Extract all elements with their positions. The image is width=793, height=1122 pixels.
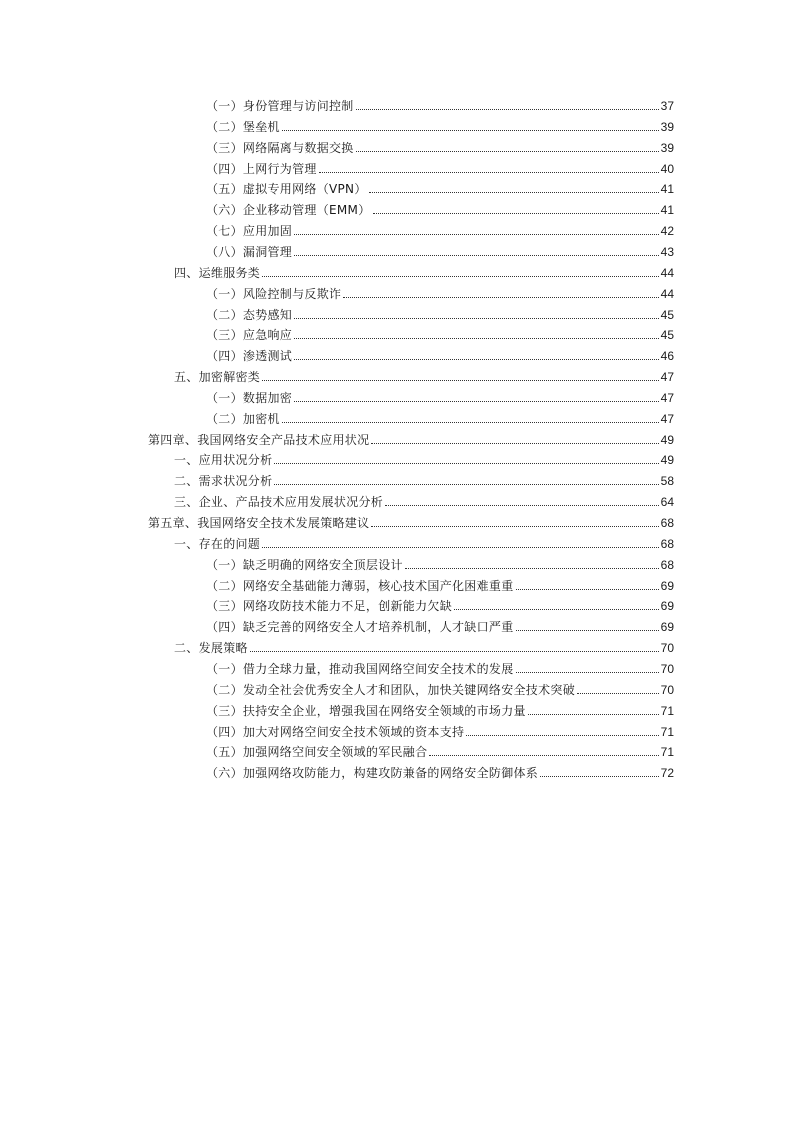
dot-leader: [250, 651, 659, 652]
dot-leader: [466, 735, 658, 736]
toc-entry-title: （一）身份管理与访问控制: [206, 99, 354, 113]
toc-entry-page-number: 72: [660, 766, 674, 781]
dot-leader: [454, 609, 659, 610]
toc-entry-title: （三）网络隔离与数据交换: [206, 140, 354, 155]
toc-entry-page-number: 49: [660, 453, 674, 468]
toc-entry-page-number: 49: [660, 432, 674, 447]
toc-entry[interactable]: [174, 263, 674, 283]
toc-entry-page-number: 41: [660, 182, 674, 197]
toc-entry-title: （四）渗透测试: [206, 349, 293, 364]
toc-entry-page-number: 47: [660, 390, 674, 405]
dot-leader: [371, 526, 658, 527]
dot-leader: [282, 422, 659, 423]
toc-entry[interactable]: [206, 221, 674, 241]
toc-entry-page-number: 70: [660, 661, 674, 676]
dot-leader: [294, 318, 659, 319]
toc-entry[interactable]: [206, 576, 674, 596]
toc-entry[interactable]: [174, 367, 674, 387]
toc-entry-page-number: 58: [660, 474, 674, 489]
dot-leader: [262, 547, 659, 548]
dot-leader: [294, 234, 659, 235]
toc-entry-page-number: 71: [660, 703, 674, 718]
toc-entry[interactable]: [206, 555, 674, 575]
dot-leader: [274, 484, 658, 485]
dot-leader: [371, 443, 658, 444]
toc-entry-page-number: 45: [660, 328, 674, 343]
toc-entry[interactable]: [206, 742, 674, 762]
toc-entry-page-number: 70: [660, 641, 674, 656]
toc-entry[interactable]: [174, 638, 674, 658]
toc-entry[interactable]: [206, 388, 674, 408]
toc-entry-title: （六）企业移动管理（EMM）: [206, 203, 371, 218]
dot-leader: [294, 255, 659, 256]
dot-leader: [294, 359, 659, 360]
toc-entry-title: 三、企业、产品技术应用发展状况分析: [174, 495, 384, 510]
toc-entry-page-number: 64: [660, 495, 674, 510]
toc-entry-page-number: 46: [660, 349, 674, 364]
dot-leader: [294, 338, 659, 339]
toc-entry[interactable]: [206, 159, 674, 179]
toc-entry-title: （二）态势感知: [206, 307, 293, 322]
toc-entry-page-number: 69: [660, 620, 674, 635]
toc-entry[interactable]: [206, 659, 674, 679]
dot-leader: [528, 714, 659, 715]
dot-leader: [369, 192, 659, 193]
toc-entry[interactable]: [148, 513, 674, 533]
dot-leader: [405, 568, 659, 569]
dot-leader: [577, 693, 659, 694]
toc-entry-title: （六）加强网络攻防能力，构建攻防兼备的网络安全防御体系: [206, 766, 539, 781]
toc-entry-title: （四）缺乏完善的网络安全人才培养机制，人才缺口严重: [206, 620, 514, 635]
dot-leader: [319, 172, 659, 173]
toc-entry-title: （七）应用加固: [206, 224, 293, 239]
toc-entry-page-number: 39: [660, 140, 674, 155]
toc-entry-page-number: 39: [660, 119, 674, 134]
toc-entry[interactable]: [206, 200, 674, 220]
toc-entry-title: （五）加强网络空间安全领域的军民融合: [206, 745, 428, 760]
toc-entry-page-number: 42: [660, 224, 674, 239]
toc-entry[interactable]: [206, 325, 674, 345]
toc-entry-title: （二）堡垒机: [206, 119, 280, 134]
toc-entry-title: （八）漏洞管理: [206, 244, 293, 259]
dot-leader: [429, 755, 658, 756]
toc-entry-page-number: 68: [660, 557, 674, 572]
toc-entry-title: （五）虚拟专用网络（VPN）: [206, 182, 367, 197]
toc-entry-title: （三）网络攻防技术能力不足，创新能力欠缺: [206, 599, 453, 614]
toc-entry[interactable]: [206, 617, 674, 637]
toc-entry-title: （三）扶持安全企业，增强我国在网络安全领域的市场力量: [206, 703, 526, 718]
dot-leader: [262, 276, 659, 277]
toc-entry[interactable]: [206, 96, 674, 116]
toc-entry-page-number: 44: [660, 265, 674, 280]
toc-entry-title: 第四章、我国网络安全产品技术应用状况: [148, 432, 370, 447]
toc-entry-title: （二）发动全社会优秀安全人才和团队，加快关键网络安全技术突破: [206, 682, 576, 697]
toc-entry-page-number: 47: [660, 370, 674, 385]
toc-entry-page-number: 69: [660, 599, 674, 614]
toc-entry-title: 二、发展策略: [174, 641, 248, 656]
dot-leader: [540, 776, 659, 777]
toc-entry-title: （四）上网行为管理: [206, 161, 317, 176]
toc-entry[interactable]: [206, 284, 674, 304]
dot-leader: [274, 463, 658, 464]
toc-entry[interactable]: [206, 680, 674, 700]
toc-entry-title: （二）加密机: [206, 411, 280, 426]
toc-entry[interactable]: [174, 471, 674, 491]
toc-entry-page-number: 68: [660, 536, 674, 551]
dot-leader: [356, 109, 659, 110]
toc-entry-page-number: 70: [660, 682, 674, 697]
toc-entry[interactable]: [206, 701, 674, 721]
toc-entry-title: （二）网络安全基础能力薄弱，核心技术国产化困难重重: [206, 578, 514, 593]
toc-entry-page-number: 41: [660, 203, 674, 218]
toc-entry[interactable]: [174, 534, 674, 554]
dot-leader: [516, 630, 659, 631]
toc-entry-title: （一）风险控制与反欺诈: [206, 286, 342, 301]
toc-entry-page-number: 71: [660, 724, 674, 739]
toc-entry-page-number: 69: [660, 578, 674, 593]
dot-leader: [262, 380, 659, 381]
toc-entry-page-number: 37: [660, 99, 674, 113]
toc-entry[interactable]: [206, 346, 674, 366]
toc-entry-page-number: 68: [660, 516, 674, 530]
toc-entry[interactable]: [206, 179, 674, 199]
toc-entry[interactable]: [206, 596, 674, 616]
toc-entry[interactable]: [206, 305, 674, 325]
toc-entry-page-number: 40: [660, 161, 674, 176]
toc-entry-title: 二、需求状况分析: [174, 474, 273, 489]
dot-leader: [294, 401, 659, 402]
toc-entry-title: （一）借力全球力量，推动我国网络空间安全技术的发展: [206, 661, 514, 676]
toc-entry[interactable]: [206, 722, 674, 742]
toc-entry-page-number: 44: [660, 286, 674, 301]
toc-entry[interactable]: [206, 763, 674, 783]
toc-entry[interactable]: [206, 117, 674, 137]
toc-entry-title: 一、存在的问题: [174, 536, 261, 551]
toc-entry-title: 四、运维服务类: [174, 265, 261, 280]
toc-entry-title: 五、加密解密类: [174, 370, 261, 385]
dot-leader: [282, 130, 659, 131]
toc-entry-title: （三）应急响应: [206, 328, 293, 343]
dot-leader: [343, 297, 658, 298]
dot-leader: [516, 672, 659, 673]
dot-leader: [356, 151, 659, 152]
toc-entry[interactable]: [174, 450, 674, 470]
toc-entry[interactable]: [148, 430, 674, 450]
dot-leader: [385, 505, 659, 506]
dot-leader: [516, 589, 659, 590]
toc-entry[interactable]: [206, 242, 674, 262]
dot-leader: [373, 213, 659, 214]
toc-entry-title: 第五章、我国网络安全技术发展策略建议: [148, 516, 370, 530]
toc-entry-page-number: 45: [660, 307, 674, 322]
toc-entry-page-number: 43: [660, 244, 674, 259]
toc-entry[interactable]: [174, 492, 674, 512]
toc-entry-page-number: 47: [660, 411, 674, 426]
toc-entry-page-number: 71: [660, 745, 674, 760]
toc-entry[interactable]: [206, 409, 674, 429]
toc-entry-title: （一）缺乏明确的网络安全顶层设计: [206, 557, 403, 572]
toc-entry-title: （四）加大对网络空间安全技术领域的资本支持: [206, 724, 465, 739]
toc-entry-title: 一、应用状况分析: [174, 453, 273, 468]
toc-entry-title: （一）数据加密: [206, 390, 293, 405]
toc-entry[interactable]: [206, 138, 674, 158]
